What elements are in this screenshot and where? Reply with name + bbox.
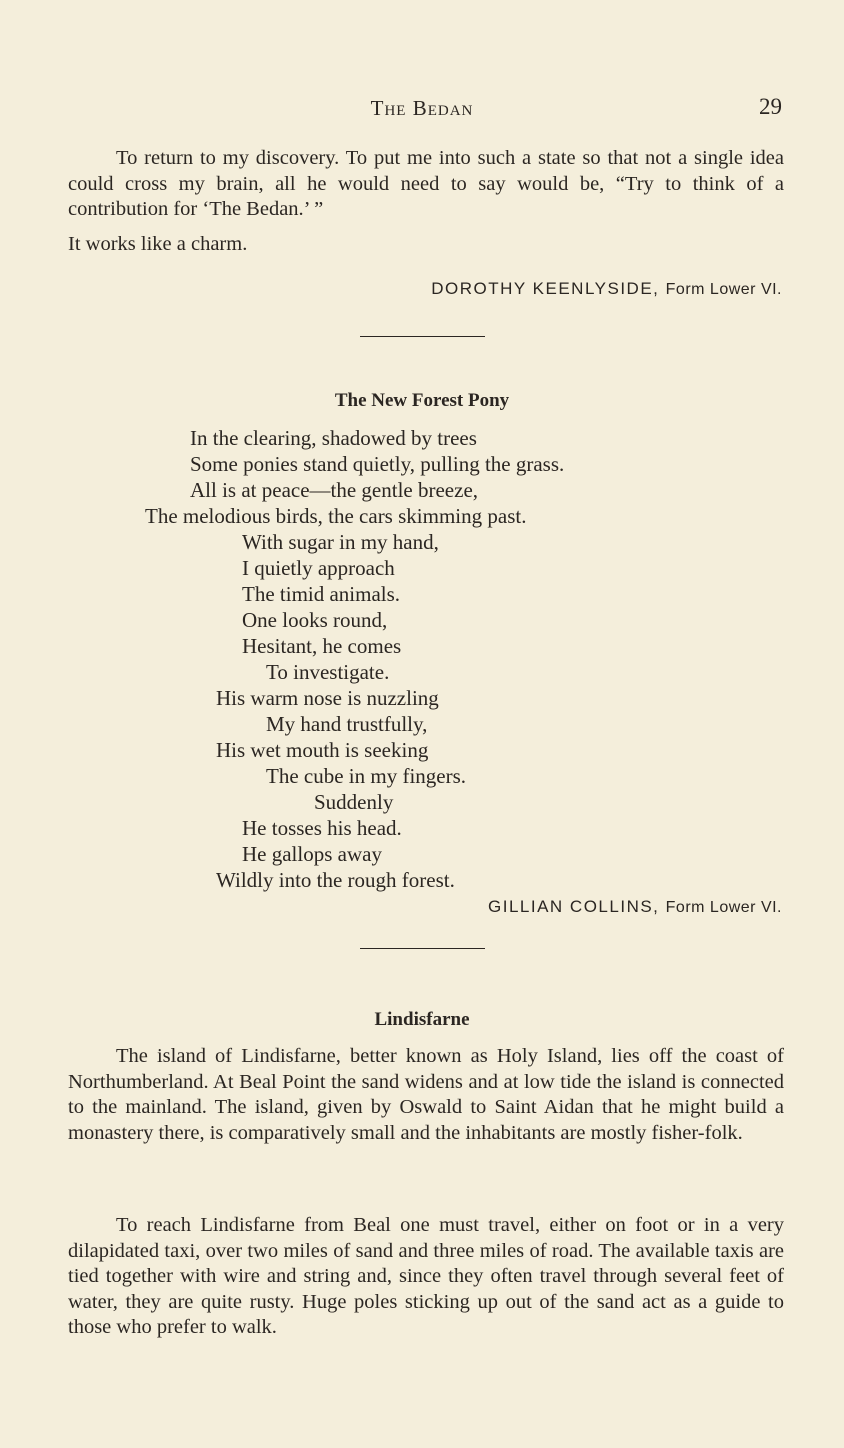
article-paragraph: To reach Lindisfarne from Beal one must travel, either on foot or in a very dilapidated taxi, over two miles of sand and three miles of road. The available taxis are tied together with wire and string and, since they often travel through several feet of water, they are quite rusty. Huge poles sticking up out of the sand act as a guide to those who prefer to walk. [68, 1214, 784, 1338]
essay-signature [431, 279, 782, 299]
poem-line: My hand trustfully, [266, 712, 428, 736]
article-title: Lindisfarne [374, 1009, 470, 1030]
author-form: Form Lower VI. [665, 281, 782, 298]
page-number: 29 [759, 94, 782, 119]
poem-signature [488, 897, 782, 917]
author-name: GILLIAN COLLINS, [488, 897, 660, 916]
poem-line: Hesitant, he comes [242, 634, 402, 658]
author-name: DOROTHY KEENLYSIDE, [431, 279, 660, 298]
poem-line: Suddenly [314, 790, 394, 814]
poem-line: All is at peace—the gentle breeze, [190, 478, 479, 502]
poem-line: Wildly into the rough forest. [216, 868, 455, 892]
essay-paragraph: It works like a charm. [68, 233, 248, 255]
poem-line: The melodious birds, the cars skimming past. [145, 504, 527, 528]
running-header [0, 94, 844, 124]
section-divider [360, 336, 485, 337]
poem-line: I quietly approach [242, 556, 395, 580]
poem-line: With sugar in my hand, [242, 530, 439, 554]
poem-line: His wet mouth is seeking [216, 738, 429, 762]
poem-line: He tosses his head. [242, 816, 402, 840]
poem-line: The timid animals. [242, 582, 401, 606]
poem-line: He gallops away [242, 842, 382, 866]
poem-line: To investigate. [266, 660, 390, 684]
poem-title: The New Forest Pony [334, 390, 510, 411]
section-divider [360, 948, 485, 949]
poem-line: Some ponies stand quietly, pulling the grass. [190, 452, 565, 476]
poem-line: One looks round, [242, 608, 388, 632]
poem-line: The cube in my fingers. [266, 764, 467, 788]
running-title: The Bedan [370, 96, 474, 120]
essay-paragraph: To return to my discovery. To put me into such a state so that not a single idea could cross my brain, all he would need to say would be, “Try to think of a contribution for ‘The Bedan.’ ” [68, 147, 784, 220]
author-form: Form Lower VI. [665, 899, 782, 916]
poem-line: His warm nose is nuzzling [216, 686, 439, 710]
poem-line: In the clearing, shadowed by trees [190, 426, 477, 450]
article-paragraph: The island of Lindisfarne, better known as Holy Island, lies off the coast of Northumberland. At Beal Point the sand widens and at low tide the island is connected to the mainland. The island, given by Oswald to Saint Aidan that he might build a monastery there, is comparatively small and the inhabitants are mostly fisher-folk. [68, 1045, 784, 1144]
